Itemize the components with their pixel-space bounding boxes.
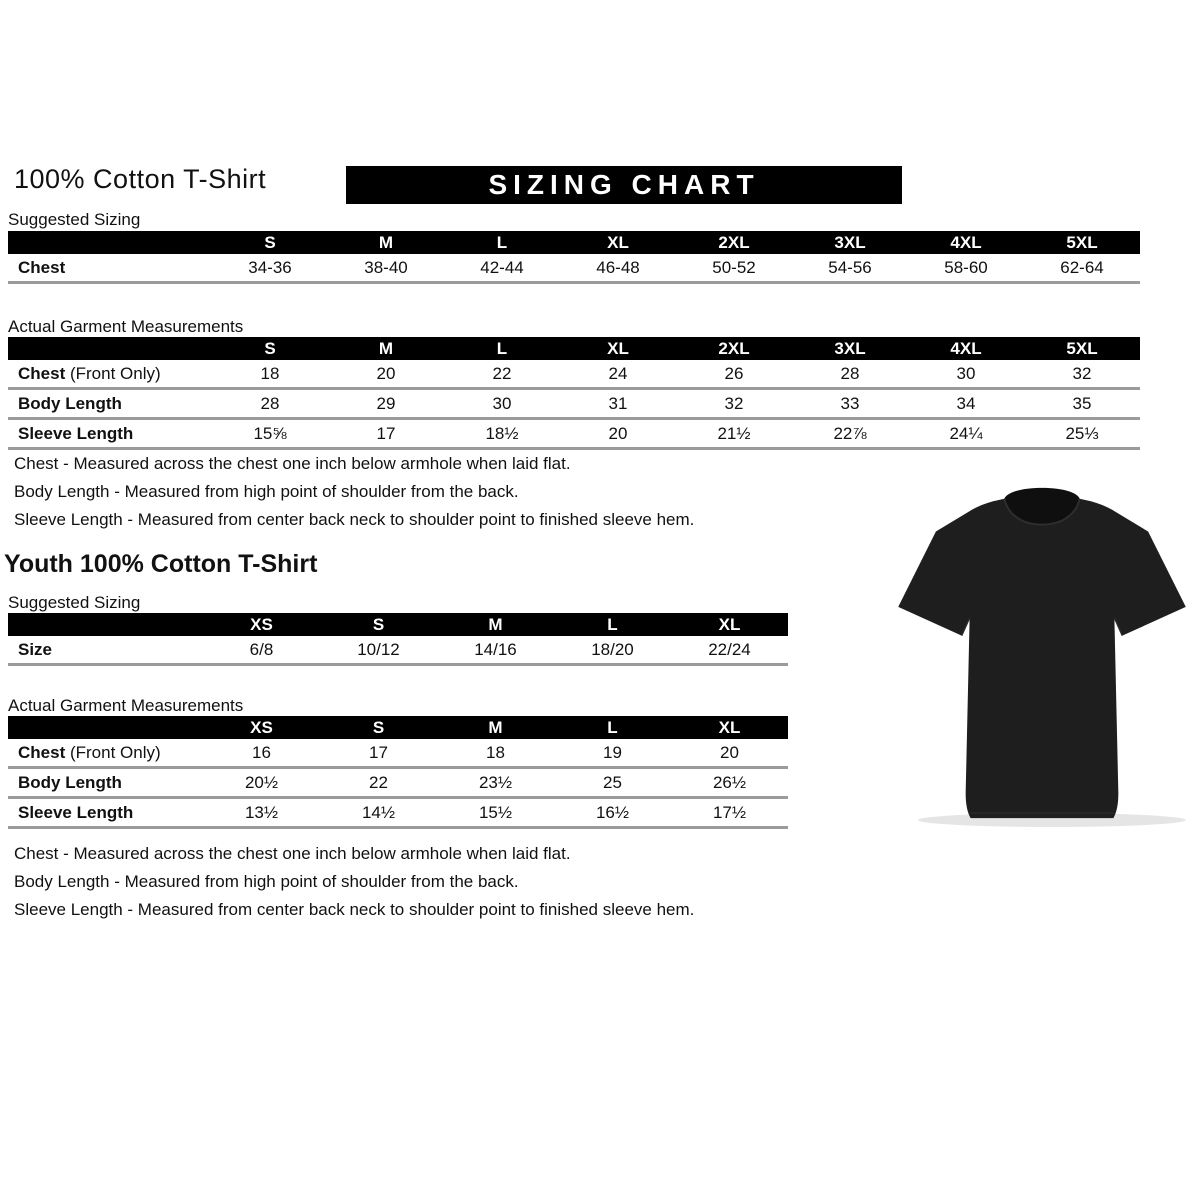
size-column-header: 4XL (950, 339, 982, 358)
row-label: Chest (Front Only) (18, 363, 161, 383)
row-label: Sleeve Length (18, 423, 134, 443)
sizing-chart-banner: SIZING CHART (346, 166, 902, 204)
size-column-header: L (607, 718, 618, 737)
cell-value: 22⅞ (833, 423, 867, 443)
cell-value: 54-56 (828, 257, 872, 277)
cell-value: 18½ (485, 423, 519, 443)
note-body-length: Body Length - Measured from high point of shoulder from the back. (14, 482, 519, 501)
cell-value: 17 (369, 742, 388, 762)
table-row (8, 769, 788, 799)
cell-value: 15½ (478, 802, 513, 822)
youth-suggested-sizing-label: Suggested Sizing (8, 593, 141, 612)
cell-value: 14/16 (474, 639, 517, 659)
size-column-header: XL (607, 233, 629, 252)
cell-value: 22/24 (708, 639, 751, 659)
size-column-header: M (378, 339, 394, 358)
size-column-header: S (264, 233, 276, 252)
cell-value: 22 (492, 363, 512, 383)
note-sleeve-length: Sleeve Length - Measured from center back neck to shoulder point to finished sleeve hem. (14, 900, 695, 919)
note-sleeve-length: Sleeve Length - Measured from center back neck to shoulder point to finished sleeve hem. (14, 510, 695, 529)
cell-value: 18/20 (591, 639, 634, 659)
note-chest: Chest - Measured across the chest one inch below armhole when laid flat. (14, 844, 571, 863)
adult-measurement-notes (14, 455, 694, 539)
note-chest: Chest - Measured across the chest one inch below armhole when laid flat. (14, 454, 571, 473)
size-column-header: M (488, 615, 503, 634)
cell-value: 20 (608, 423, 628, 443)
cell-value: 10/12 (357, 639, 400, 659)
cell-value: 20 (376, 363, 396, 383)
cell-value: 32 (1072, 363, 1092, 383)
youth-suggested-sizing-table (8, 613, 788, 666)
cell-value: 21½ (717, 423, 751, 443)
adult-actual-measurements-table (8, 337, 1140, 450)
youth-actual-measurements-label: Actual Garment Measurements (8, 696, 244, 715)
size-column-header: M (378, 233, 394, 252)
row-label: Size (18, 639, 53, 659)
size-column-header: S (372, 718, 385, 737)
cell-value: 58-60 (944, 257, 988, 277)
cell-value: 30 (956, 363, 976, 383)
table-header-row (8, 716, 788, 739)
size-column-header: 3XL (834, 233, 866, 252)
table-row (8, 390, 1140, 420)
cell-value: 17 (376, 423, 396, 443)
cell-value: 15⅝ (253, 423, 287, 443)
youth-section-title: Youth 100% Cotton T-Shirt (4, 550, 318, 578)
cell-value: 62-64 (1060, 257, 1104, 277)
cell-value: 25 (603, 772, 622, 792)
size-column-header: 5XL (1066, 339, 1098, 358)
cell-value: 31 (608, 393, 628, 413)
size-column-header: L (607, 615, 618, 634)
cell-value: 18 (260, 363, 280, 383)
table-row (8, 360, 1140, 390)
size-column-header: XL (718, 718, 741, 737)
youth-measurement-notes (14, 845, 694, 929)
adult-suggested-sizing-label: Suggested Sizing (8, 210, 141, 229)
size-column-header: XL (607, 339, 629, 358)
note-body-length: Body Length - Measured from high point of shoulder from the back. (14, 872, 519, 891)
table-header-row (8, 337, 1140, 360)
table-row (8, 799, 788, 829)
row-label: Body Length (18, 393, 122, 413)
size-column-header: 2XL (718, 233, 750, 252)
size-column-header: XS (250, 718, 273, 737)
table-row (8, 254, 1140, 284)
cell-value: 42-44 (480, 257, 524, 277)
cell-value: 20½ (244, 772, 279, 792)
cell-value: 6/8 (249, 639, 274, 659)
size-column-header: M (488, 718, 503, 737)
table-row (8, 739, 788, 769)
cell-value: 16½ (595, 802, 630, 822)
cell-value: 23½ (478, 772, 513, 792)
size-column-header: XS (250, 615, 273, 634)
cell-value: 22 (369, 772, 388, 792)
cell-value: 38-40 (364, 257, 408, 277)
cell-value: 16 (252, 742, 271, 762)
youth-actual-measurements-table (8, 716, 788, 829)
row-label: Chest (18, 257, 66, 277)
row-label: Sleeve Length (18, 802, 134, 822)
cell-value: 34-36 (248, 257, 292, 277)
page-title: 100% Cotton T-Shirt (14, 164, 267, 194)
cell-value: 25⅓ (1065, 423, 1099, 443)
size-column-header: 5XL (1066, 233, 1098, 252)
row-label: Body Length (18, 772, 122, 792)
cell-value: 20 (720, 742, 739, 762)
row-label: Chest (Front Only) (18, 742, 161, 762)
cell-value: 13½ (244, 802, 279, 822)
size-column-header: L (496, 233, 508, 252)
cell-value: 33 (840, 393, 860, 413)
cell-value: 46-48 (596, 257, 640, 277)
table-header-row (8, 613, 788, 636)
cell-value: 24¼ (949, 423, 983, 443)
cell-value: 17½ (712, 802, 747, 822)
tshirt-image (893, 476, 1191, 828)
cell-value: 26½ (712, 772, 747, 792)
size-column-header: 4XL (950, 233, 982, 252)
size-column-header: XL (718, 615, 741, 634)
cell-value: 29 (376, 393, 396, 413)
cell-value: 18 (486, 742, 505, 762)
cell-value: 28 (260, 393, 280, 413)
table-row (8, 636, 788, 666)
adult-suggested-sizing-table (8, 231, 1140, 284)
adult-actual-measurements-label: Actual Garment Measurements (8, 317, 244, 336)
size-column-header: S (264, 339, 276, 358)
table-header-row (8, 231, 1140, 254)
size-column-header: 2XL (718, 339, 750, 358)
cell-value: 28 (840, 363, 860, 383)
size-column-header: 3XL (834, 339, 866, 358)
cell-value: 32 (724, 393, 744, 413)
cell-value: 26 (724, 363, 744, 383)
cell-value: 35 (1072, 393, 1092, 413)
table-row (8, 420, 1140, 450)
cell-value: 30 (492, 393, 512, 413)
cell-value: 14½ (361, 802, 396, 822)
tshirt-graphic (893, 476, 1191, 828)
size-column-header: S (372, 615, 385, 634)
cell-value: 24 (608, 363, 628, 383)
size-column-header: L (496, 339, 508, 358)
cell-value: 50-52 (712, 257, 756, 277)
cell-value: 19 (603, 742, 622, 762)
cell-value: 34 (956, 393, 976, 413)
